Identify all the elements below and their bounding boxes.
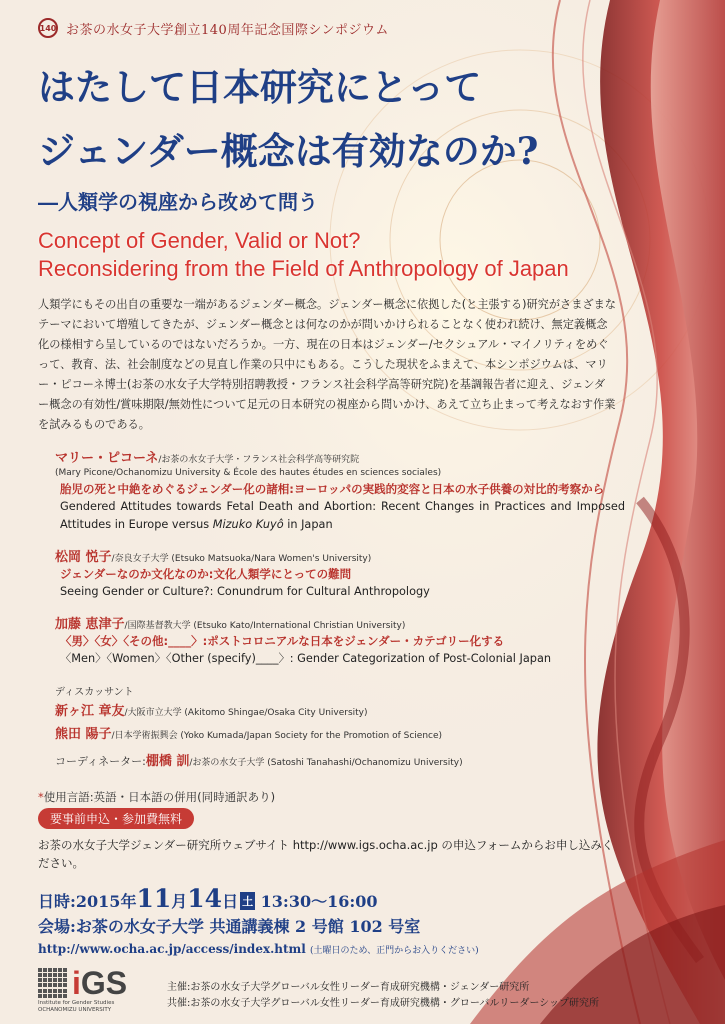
symposium-name: お茶の水女子大学創立140周年記念国際シンポジウム: [66, 22, 389, 38]
talk-title-en: Gendered Attitudes towards Fetal Death and Abortion: Recent Changes in Practices and Imposed Attitudes in Europe versus Mizuko Kuyô in Japan: [60, 500, 625, 531]
access-info: [38, 942, 479, 956]
host: 主催:お茶の水女子大学グローバル女性リーダー育成研究機構・ジェンダー研究所: [167, 982, 530, 993]
talk-title-ja: 〈男〉〈女〉〈その他:____〉:ポストコロニアルな日本をジェンダー・カテゴリー化する: [60, 634, 505, 648]
logo-wordmark: iGS: [72, 965, 128, 1001]
speaker-affiliation: /お茶の水女子大学・フランス社会科学高等研究院: [158, 455, 360, 465]
intro-paragraph: 人類学にもその出自の重要な一端があるジェンダー概念。ジェンダー概念に依拠した(と主張する)研究がさまざまなテーマにおいて増殖してきたが、ジェンダー概念とは何なのかが問いかけられることなく使われ続け、無定義概念化の様相すら呈しているのではないだろうか。一方、現在の日本はジェンダー/セクシュアル・マイノリティをめぐって、教育、法、社会制度などの見直し作業の只中にもある。こうした現状をふまえて、本シンポジウムは、マリー・ピコーネ博士(お茶の水女子大学特別招聘教授・フランス社会科学高等研究院)を基調報告者に迎え、ジェンダー概念の有効性/賞味期限/無効性について足元の日本研究の視座から問いかけ、あえて立ち止まって考えなおす作業を試みるものである。: [38, 298, 616, 431]
speaker-list: [55, 447, 625, 680]
speaker-1: [55, 447, 625, 534]
discussant-affiliation: /大阪市立大学 (Akitomo Shingae/Osaka City University): [124, 708, 368, 718]
registration-badge: 要事前申込・参加費無料: [38, 808, 194, 829]
day: 14: [187, 884, 223, 913]
speaker-affiliation: /奈良女子大学 (Etsuko Matsuoka/Nara Women's University): [111, 554, 372, 564]
english-title-line-2: Reconsidering from the Field of Anthropology of Japan: [38, 256, 569, 281]
logo-grid-icon: [38, 968, 68, 998]
anniversary-seal-icon: 140: [38, 18, 58, 38]
speaker-2: [55, 546, 625, 601]
speaker-affiliation-en: (Mary Picone/Ochanomizu University & École des hautes études en sciences sociales): [55, 468, 442, 478]
title-line-2: ジェンダー概念は有効なのか?: [38, 129, 539, 173]
discussant-2: [55, 723, 625, 746]
coordinator-name: 棚橋 訓: [145, 754, 190, 769]
coordinator-affiliation: /お茶の水女子大学 (Satoshi Tanahashi/Ochanomizu University): [189, 758, 463, 768]
speaker-name: 加藤 恵津子: [55, 617, 125, 632]
language-note: *使用言語:英語・日本語の併用(同時通訳あり): [38, 790, 276, 804]
speaker-3: [55, 613, 625, 668]
symposium-header: [38, 17, 389, 39]
speaker-name: 松岡 悦子: [55, 550, 112, 565]
talk-title-en: 〈Men〉〈Women〉〈Other (specify)____〉: Gender Categorization of Post-Colonial Japan: [60, 652, 552, 665]
title-line-1: はたして日本研究にとって: [38, 65, 482, 109]
logo-subtitle: Institute for Gender Studies OCHANOMIZU UNIVERSITY: [38, 1000, 115, 1013]
discussants: [55, 683, 625, 773]
subtitle: ―人類学の視座から改めて問う: [38, 190, 318, 214]
discussant-1: [55, 700, 625, 723]
month: 11: [136, 884, 172, 913]
access-note: (土曜日のため、正門からお入りください): [310, 946, 479, 956]
asterisk-mark: *: [38, 790, 44, 804]
discussant-name: 熊田 陽子: [55, 727, 112, 742]
discussant-name: 新ヶ江 章友: [55, 704, 125, 719]
coordinator-label: コーディネーター:: [55, 755, 146, 768]
talk-title-ja: 胎児の死と中絶をめぐるジェンダー化の諸相:ヨーロッパの実践的変容と日本の水子供養の対比的考察から: [60, 482, 605, 496]
discussant-affiliation: /日本学術振興会 (Yoko Kumada/Japan Society for the Promotion of Science): [111, 731, 443, 741]
speaker-name: マリー・ピコーネ: [55, 451, 159, 466]
talk-title-en: Seeing Gender or Culture?: Conundrum for Cultural Anthropology: [60, 585, 430, 598]
organizers: [167, 980, 599, 1012]
speaker-affiliation: /国際基督教大学 (Etsuko Kato/International Christian University): [124, 621, 406, 631]
day-of-week-badge: 土: [240, 892, 255, 910]
cohost: 共催:お茶の水女子大学グローバル女性リーダー育成研究機構・グローバルリーダーシップ研究所: [167, 998, 599, 1009]
english-title-line-1: Concept of Gender, Valid or Not?: [38, 228, 361, 253]
igs-logo: [38, 965, 128, 1001]
main-title: [38, 55, 708, 183]
event-date: 日時:2015年11月14日 土 13:30〜16:00: [38, 884, 378, 913]
coordinator: [55, 752, 625, 773]
discussants-label: ディスカッサント: [55, 687, 134, 698]
event-venue: 会場:お茶の水女子大学 共通講義棟 2 号館 102 号室: [38, 917, 421, 936]
talk-title-ja: ジェンダーなのか文化なのか:文化人類学にとっての難問: [60, 567, 352, 581]
application-instructions: お茶の水女子大学ジェンダー研究所ウェブサイト http://www.igs.ocha.ac.jp の申込フォームからお申し込みください。: [38, 838, 614, 870]
event-time: 13:30〜16:00: [255, 892, 378, 911]
english-title: [38, 227, 569, 283]
access-url-link[interactable]: http://www.ocha.ac.jp/access/index.html: [38, 942, 306, 956]
